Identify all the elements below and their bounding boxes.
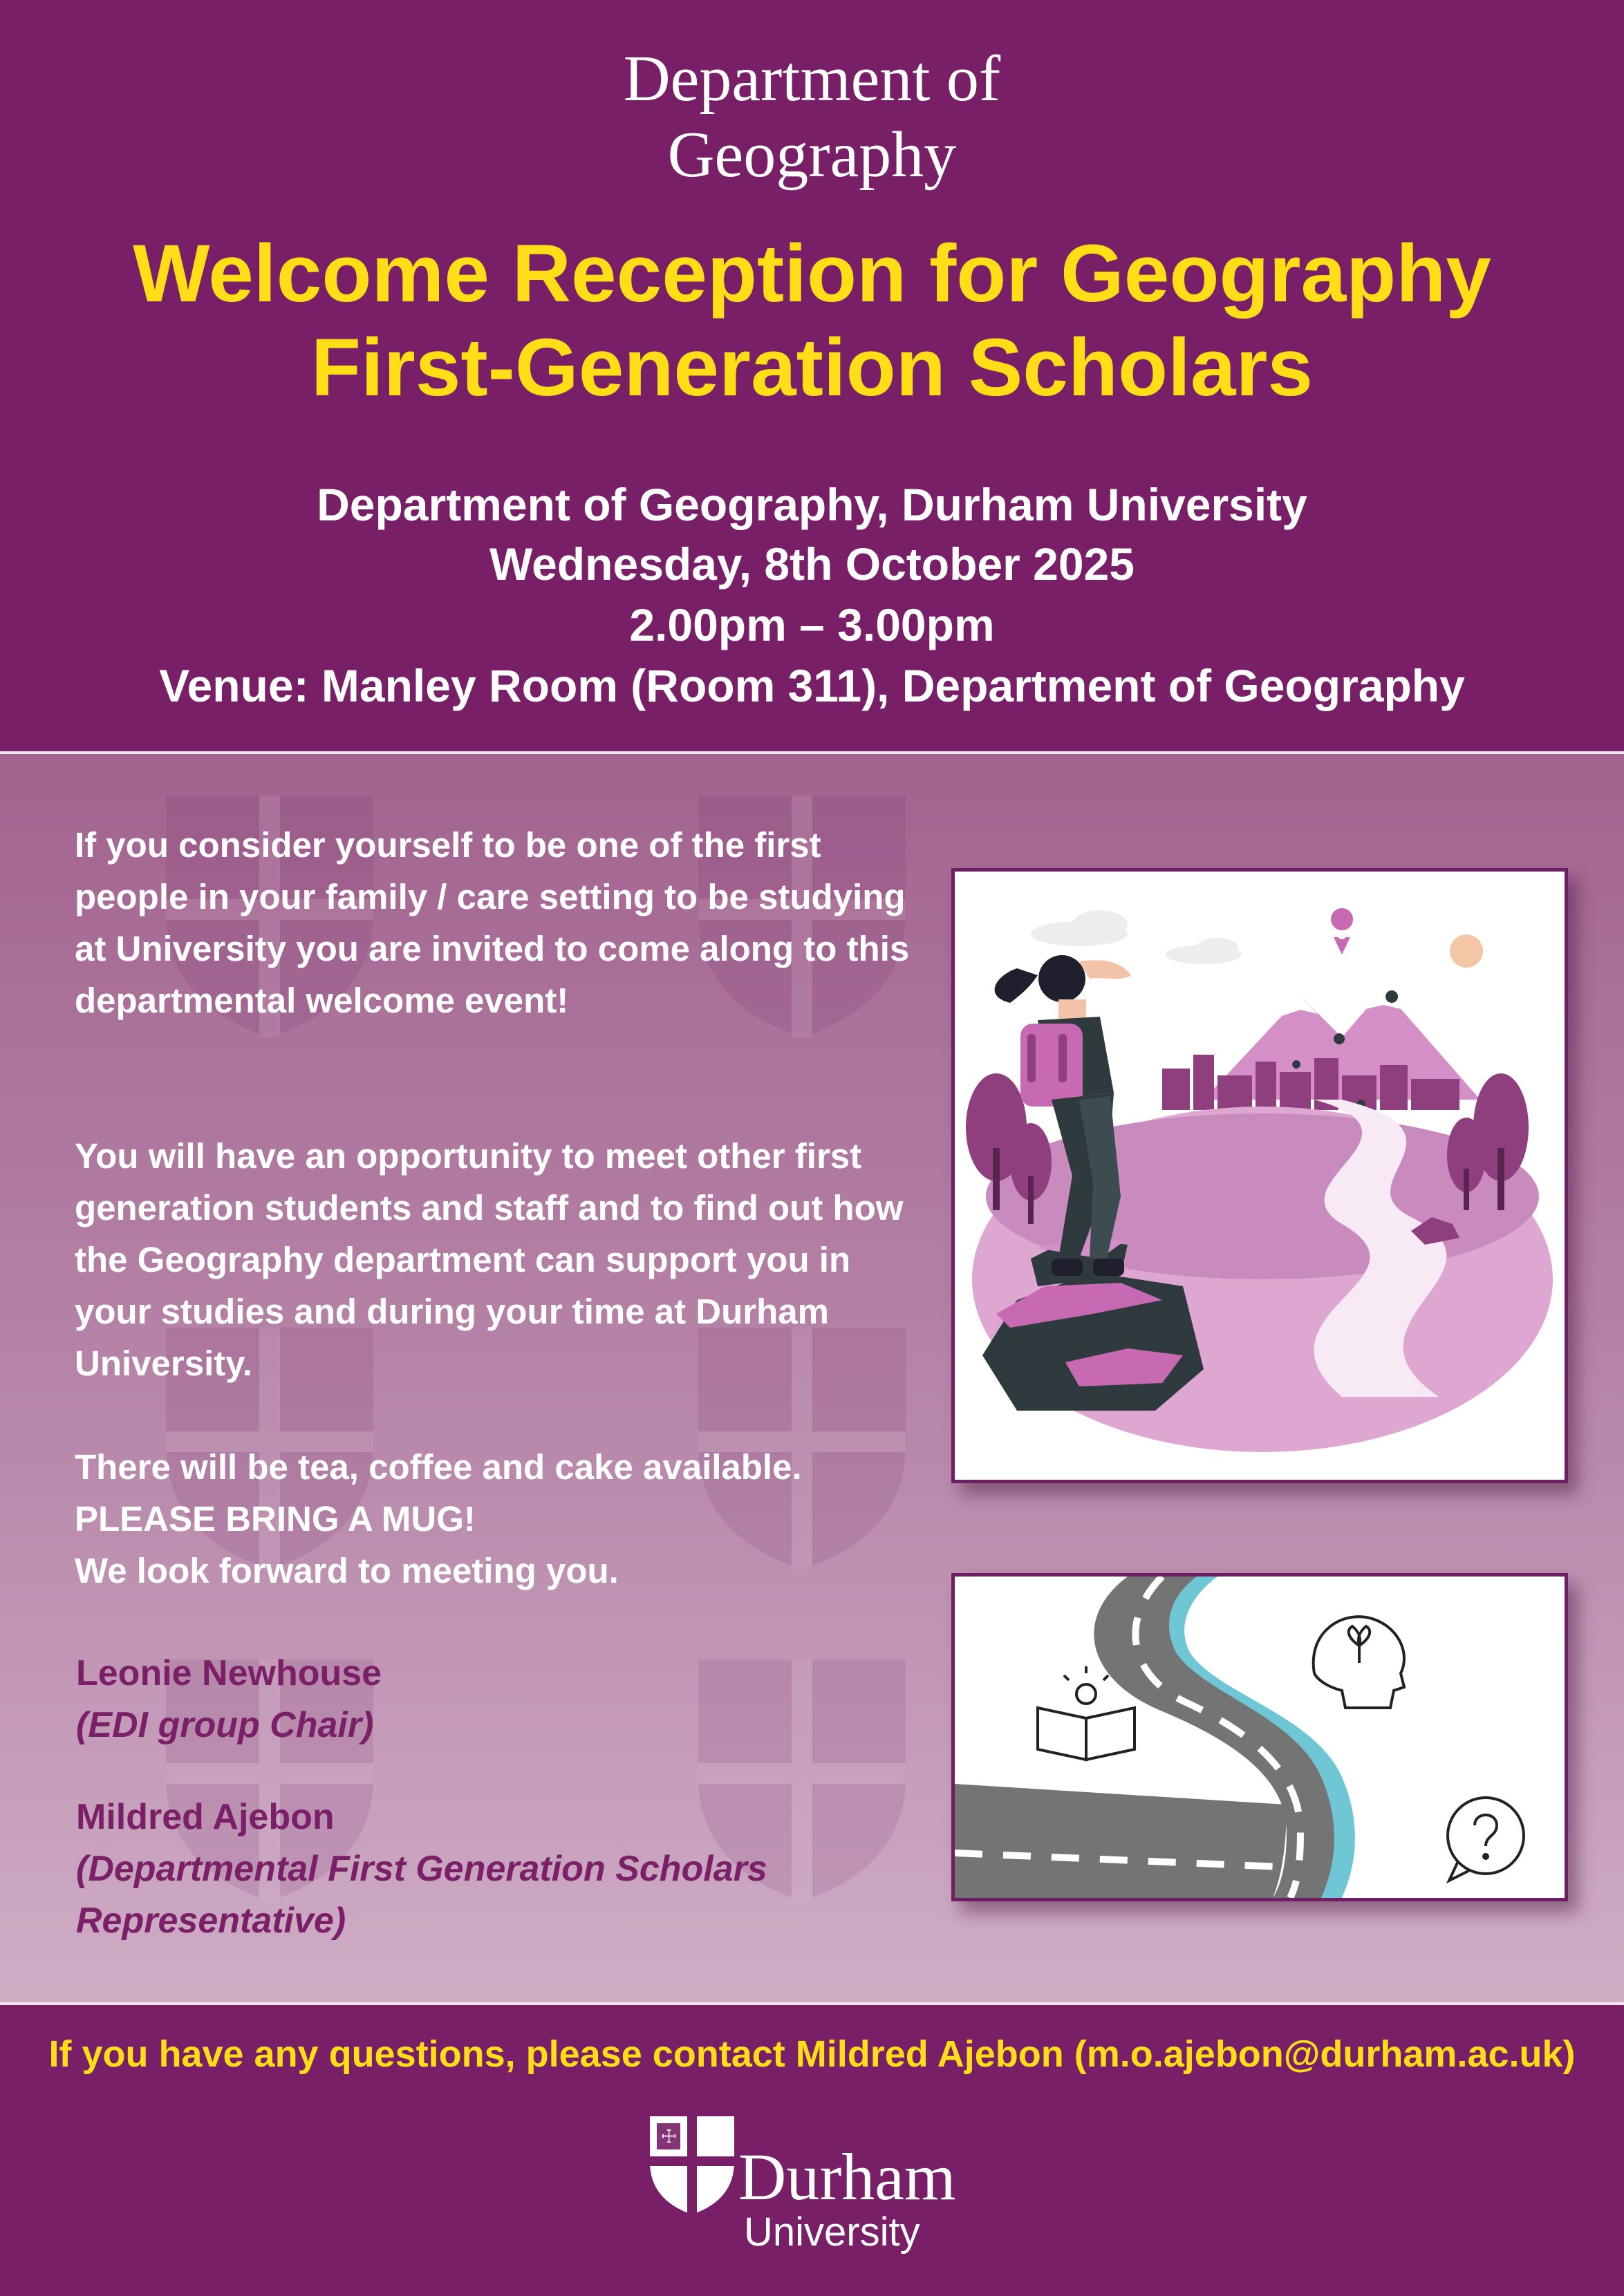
hiker-illustration-frame — [951, 868, 1568, 1483]
logo-wordmark: Durham — [738, 2140, 956, 2214]
event-date: Wednesday, 8th October 2025 — [489, 538, 1135, 590]
road-illustration — [955, 1577, 1565, 1898]
question-bubble-icon — [1448, 1798, 1524, 1881]
invitation-paragraph: If you consider yourself to be one of the first people in your family / care setting to be studying at University you are invited to come along to this departmental welcome event! — [75, 825, 910, 1020]
signatory-name: Mildred Ajebon — [76, 1797, 335, 1837]
head-growth-icon — [1314, 1617, 1404, 1708]
road-illustration-frame — [951, 1573, 1568, 1901]
event-location: Department of Geography, Durham University — [317, 479, 1307, 530]
refreshments-paragraph — [75, 1441, 925, 1597]
signatory-name: Leonie Newhouse — [76, 1653, 382, 1693]
sun-icon — [1450, 934, 1483, 968]
closing-line: We look forward to meeting you. — [75, 1551, 619, 1590]
hiker-illustration — [955, 872, 1565, 1480]
logo-subtitle: University — [744, 2210, 920, 2255]
signatory-role: (EDI group Chair) — [76, 1705, 374, 1745]
event-title-line1: Welcome Reception for Geography — [133, 228, 1491, 319]
contact-line: If you have any questions, please contact Mildred Ajebon (m.o.ajebon@durham.ac.uk) — [48, 2033, 1576, 2075]
durham-shield-logo — [647, 2114, 737, 2217]
signatory-role: (Departmental First Generation Scholars Representative) — [76, 1849, 767, 1941]
department-title-line1: Department of — [623, 43, 1001, 115]
department-title-line2: Geography — [667, 119, 957, 191]
opportunity-paragraph: You will have an opportunity to meet other first generation students and staff and to find out how the Geography department can support you in your studies and during your time at Durham University. — [75, 1136, 904, 1383]
event-title-line2: First-Generation Scholars — [310, 322, 1314, 413]
road-base — [955, 1784, 1287, 1898]
bring-mug-line: PLEASE BRING A MUG! — [75, 1499, 476, 1538]
event-time: 2.00pm – 3.00pm — [629, 599, 995, 650]
svg-text:☩: ☩ — [661, 2127, 678, 2147]
event-venue: Venue: Manley Room (Room 311), Department of Geography — [159, 660, 1465, 711]
refreshments-line: There will be tea, coffee and cake available. — [75, 1447, 802, 1487]
